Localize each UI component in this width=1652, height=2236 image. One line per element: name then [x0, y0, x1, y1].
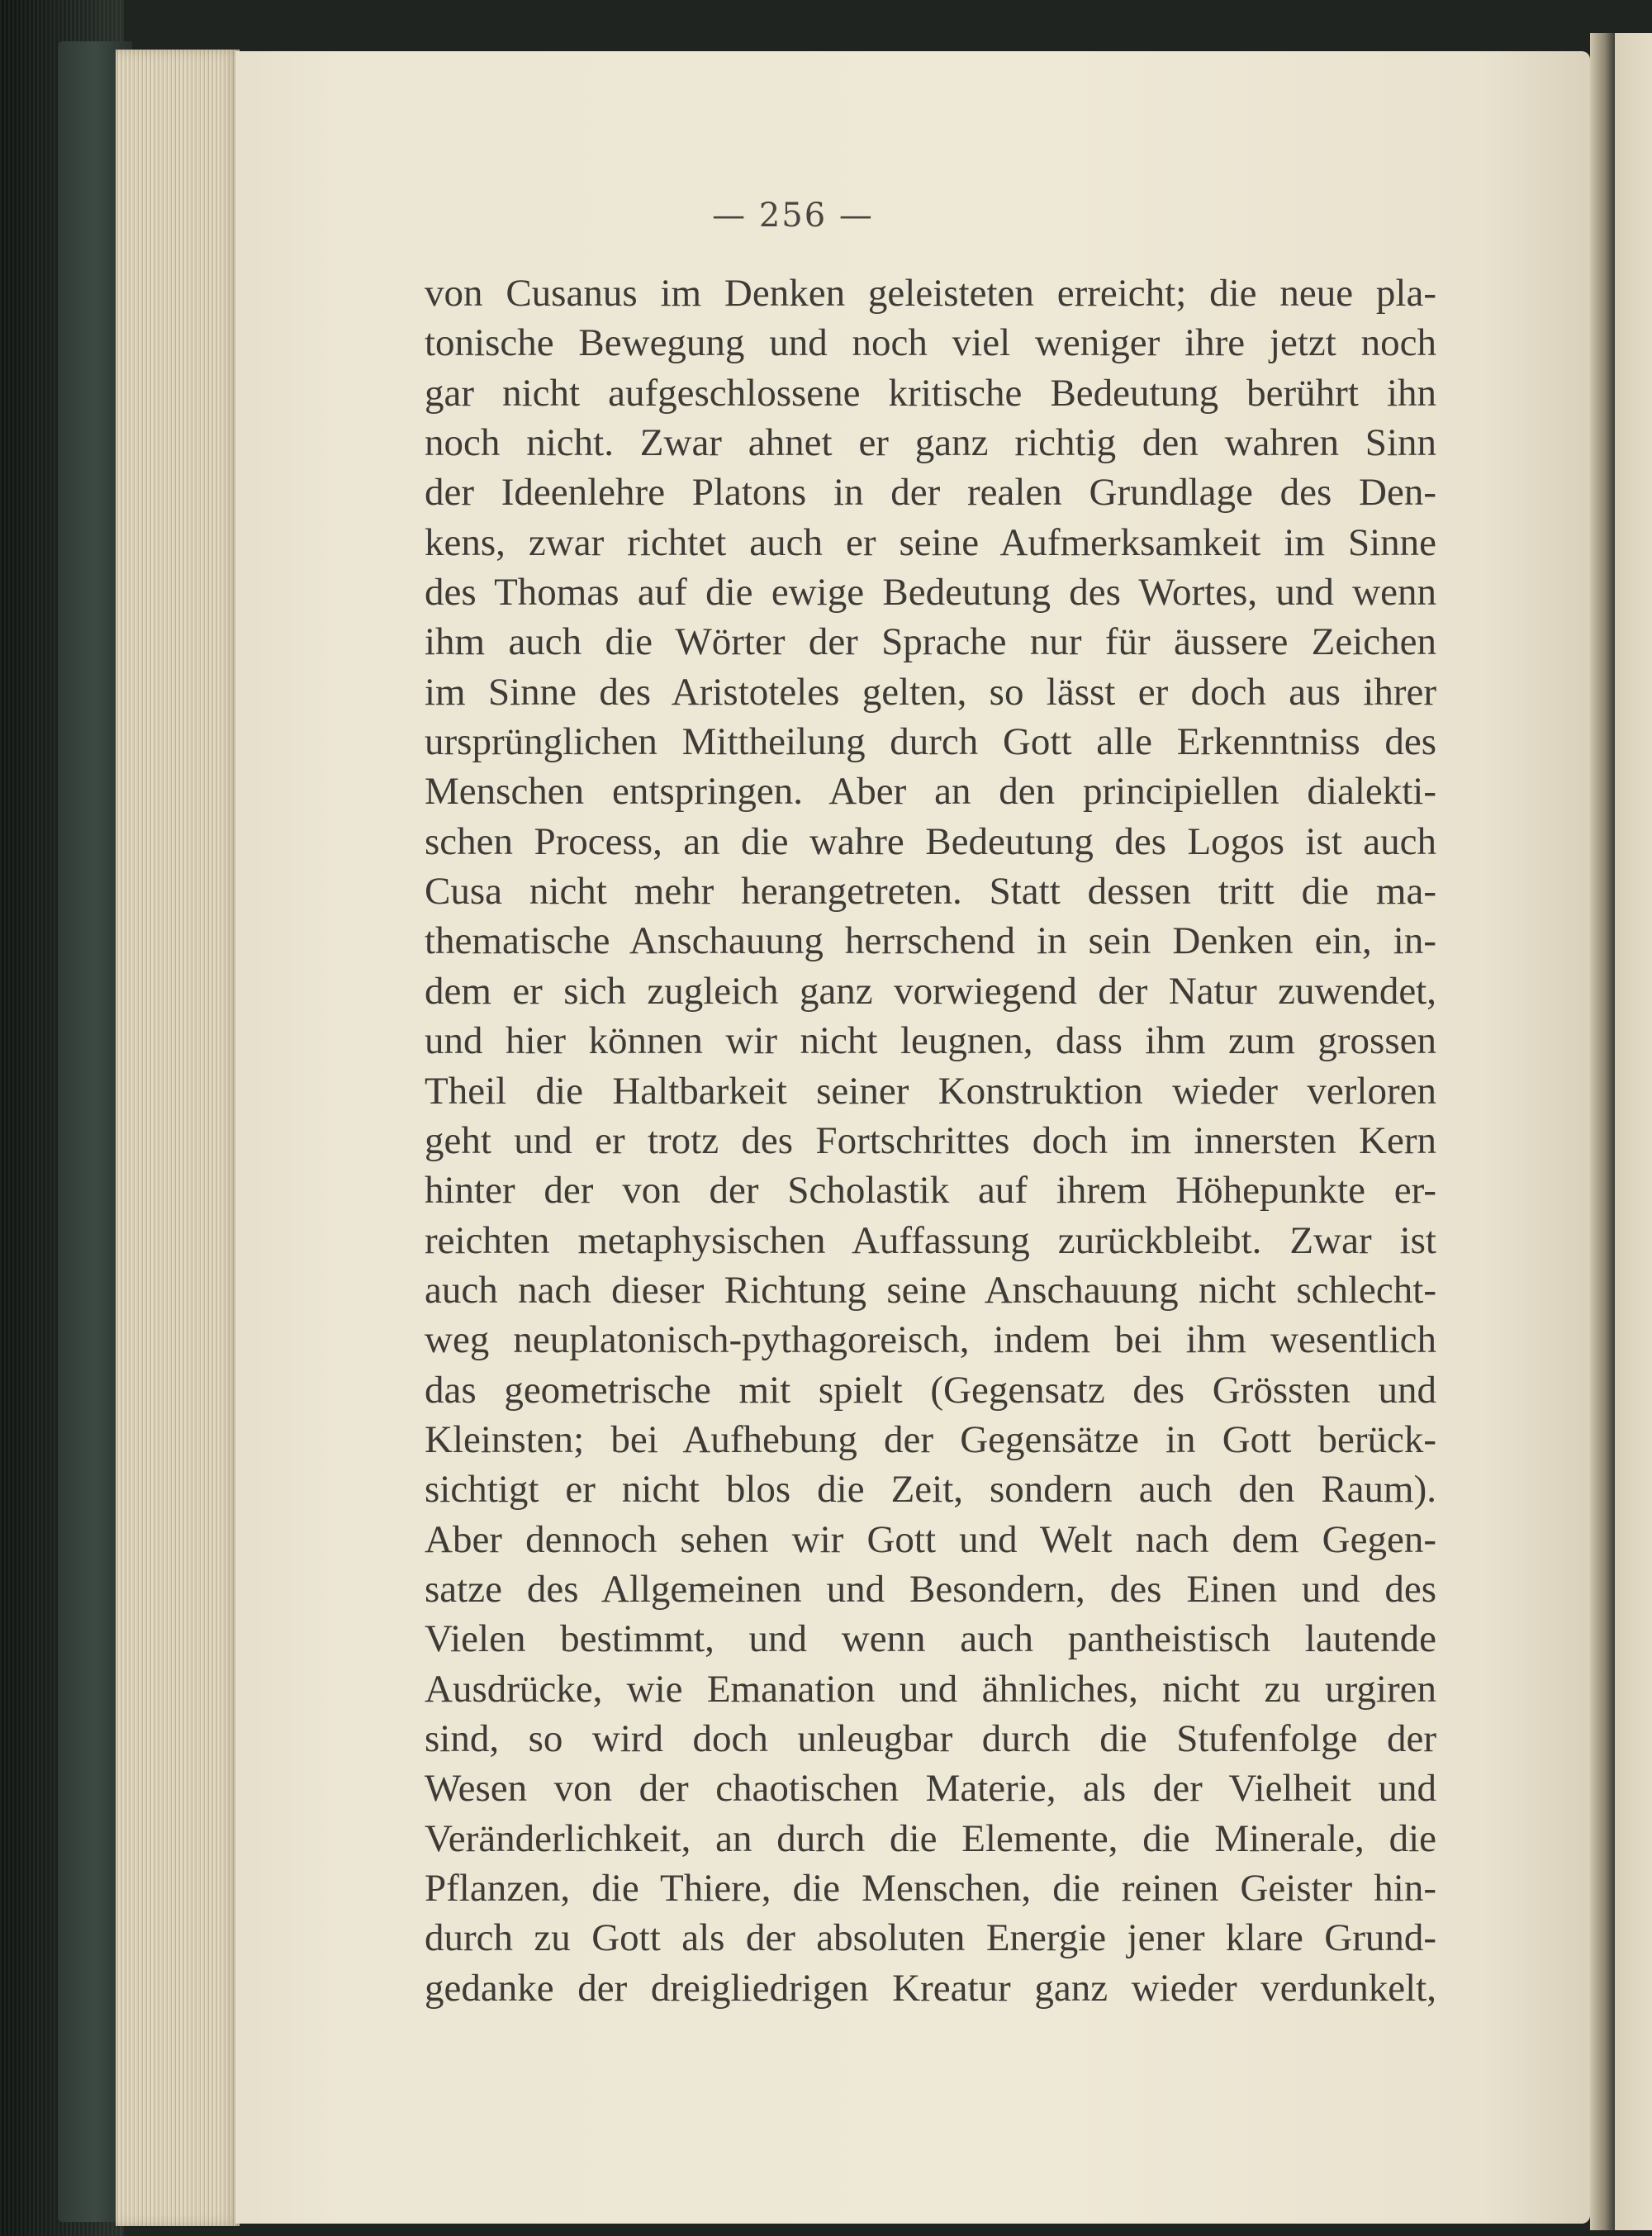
text-line: Kleinsten; bei Aufhebung der Gegensätze in Gott berück- [425, 1417, 1436, 1461]
text-line: tonische Bewegung und noch viel weniger ihre jetzt noch [425, 321, 1436, 365]
text-line: Aber dennoch sehen wir Gott und Welt nach dem Gegen- [425, 1517, 1436, 1561]
text-line: geht und er trotz des Fortschrittes doch im innersten Kern [425, 1118, 1436, 1162]
text-line: der Ideenlehre Platons in der realen Grundlage des Den- [425, 471, 1436, 515]
text-line: und hier können wir nicht leugnen, dass ihm zum grossen [425, 1019, 1436, 1063]
text-line: Wesen von der chaotischen Materie, als der Vielheit und [425, 1767, 1436, 1811]
text-line: reichten metaphysischen Auffassung zurückbleibt. Zwar ist [425, 1218, 1436, 1262]
text-line: noch nicht. Zwar ahnet er ganz richtig den wahren Sinn [425, 421, 1436, 465]
text-line: gar nicht aufgeschlossene kritische Bedeutung berührt ihn [425, 371, 1436, 415]
page-block-edges [116, 50, 240, 2226]
text-line: Cusa nicht mehr herangetreten. Statt dessen tritt die ma- [425, 870, 1436, 914]
text-line: schen Process, an die wahre Bedeutung des Logos ist auch [425, 819, 1436, 863]
text-line: Theil die Haltbarkeit seiner Konstruktion wieder verloren [425, 1069, 1436, 1113]
text-line: Ausdrücke, wie Emanation und ähnliches, nicht zu urgiren [425, 1667, 1436, 1711]
text-line: thematische Anschauung herrschend in sein Denken ein, in- [425, 919, 1436, 963]
text-line: Veränderlichkeit, an durch die Elemente, die Minerale, die [425, 1816, 1436, 1860]
text-line: hinter der von der Scholastik auf ihrem Höhepunkte er- [425, 1169, 1436, 1213]
text-line: Pflanzen, die Thiere, die Menschen, die reinen Geister hin- [425, 1867, 1436, 1910]
text-line: auch nach dieser Richtung seine Anschauung nicht schlecht- [425, 1268, 1436, 1312]
text-line: gedanke der dreigliedrigen Kreatur ganz wieder verdunkelt, [425, 1966, 1436, 2010]
text-line: Vielen bestimmt, und wenn auch pantheistisch lautende [425, 1617, 1436, 1661]
text-line: sind, so wird doch unleugbar durch die Stufenfolge der [425, 1716, 1436, 1760]
page-number: — 256 — [712, 197, 874, 235]
text-line: dem er sich zugleich ganz vorwiegend der Natur zuwendet, [425, 969, 1436, 1013]
text-line: von Cusanus im Denken geleisteten erreicht; die neue pla- [425, 272, 1436, 315]
text-line: ihm auch die Wörter der Sprache nur für äussere Zeichen [425, 620, 1436, 664]
facing-page-edge [1615, 33, 1652, 2230]
text-line: sichtigt er nicht blos die Zeit, sondern auch den Raum). [425, 1468, 1436, 1512]
body-text [425, 268, 1436, 2013]
gutter-shadow [1590, 33, 1615, 2230]
text-line: im Sinne des Aristoteles gelten, so lässt er doch aus ihrer [425, 670, 1436, 714]
text-line: weg neuplatonisch-pythagoreisch, indem bei ihm wesentlich [425, 1318, 1436, 1362]
text-line: Menschen entspringen. Aber an den principiellen dialekti- [425, 770, 1436, 814]
text-line: satze des Allgemeinen und Besondern, des Einen und des [425, 1567, 1436, 1611]
text-line: durch zu Gott als der absoluten Energie jener klare Grund- [425, 1916, 1436, 1960]
text-line: kens, zwar richtet auch er seine Aufmerksamkeit im Sinne [425, 520, 1436, 564]
text-line: ursprünglichen Mittheilung durch Gott alle Erkenntniss des [425, 720, 1436, 764]
text-line: das geometrische mit spielt (Gegensatz des Grössten und [425, 1368, 1436, 1412]
text-line: des Thomas auf die ewige Bedeutung des Wortes, und wenn [425, 571, 1436, 615]
